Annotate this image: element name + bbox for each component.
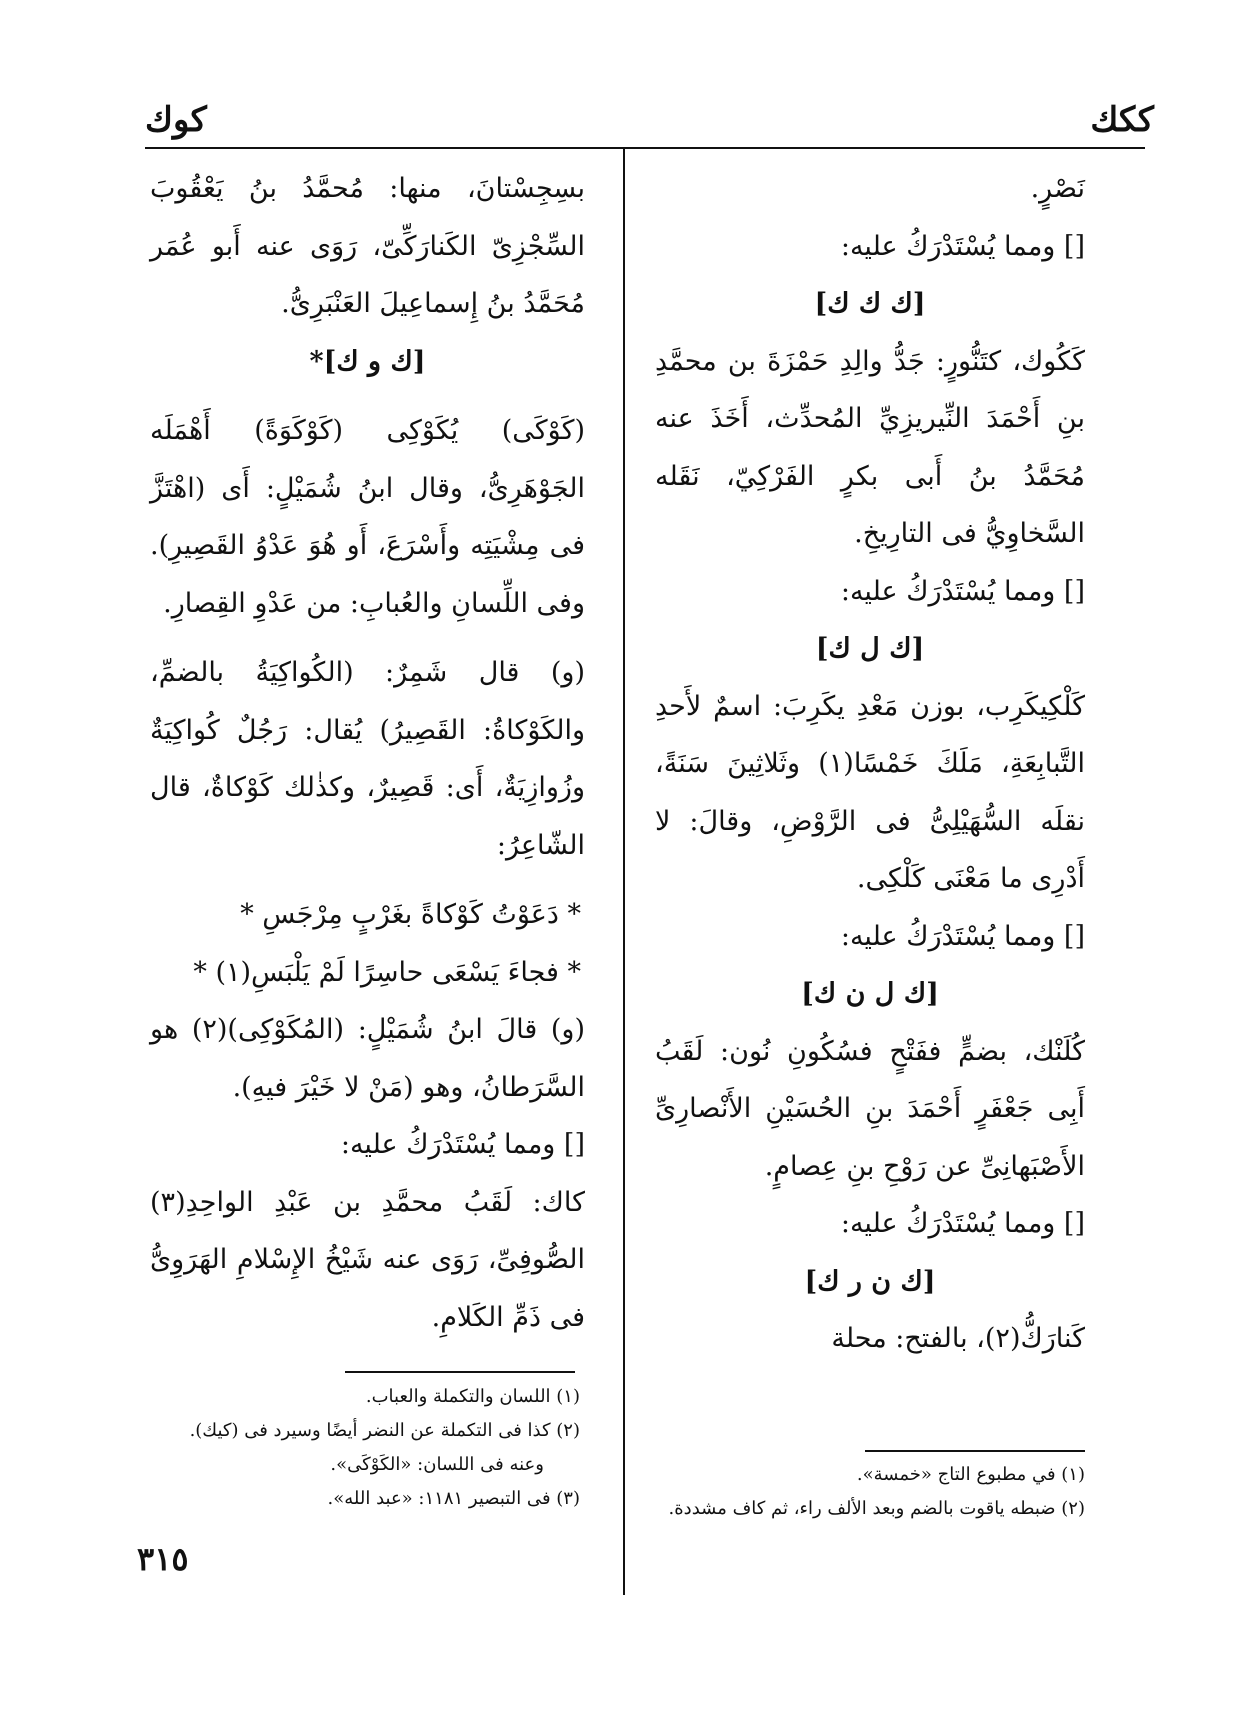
footnote-rule-left bbox=[345, 1371, 575, 1373]
paragraph: كاك: لَقَبُ محمَّدِ بن عَبْدِ الواحِدِ(٣) الصُّوفِىِّ، رَوَى عنه شَيْخُ الإِسْلامِ الهَرَوِىُّ فى ذَمِّ الكَلامِ. bbox=[150, 1186, 585, 1333]
entry-heading: [ك ن ر ك] bbox=[804, 1265, 936, 1297]
footnotes-left bbox=[150, 1380, 580, 1516]
footnote-continuation: وعنه فى اللسان: «الكَوْكَى». bbox=[330, 1454, 544, 1475]
entry-heading: [ك ل ن ك] bbox=[801, 978, 939, 1009]
page-number: ٣١٥ bbox=[137, 1540, 189, 1578]
paragraph: كَكُوك، كتَنُّورٍ: جَدُّ والِدِ حَمْزَةَ بن محمَّدِ بنِ أَحْمَدَ النِّيريزِيِّ المُحدِّث، أَخَذَ عنه مُحَمَّدُ بنُ أَبى بكرٍ الفَرْكِيّ، نَقَله السَّخاوِيُّ فى التارِيخِ. bbox=[655, 345, 1085, 549]
paragraph: (كَوْكَى) يُكَوْكِى (كَوْكَوَةً) أَهْمَلَه الجَوْهَرِىُّ، وقال ابنُ شُمَيْلٍ: أَى (اهْتَزَّ فى مِشْيَتِه وأَسْرَعَ، أَو هُوَ عَدْوُ القَصِيرِ). وفى اللِّسانِ والعُبابِ: من عَدْوِ القِصارِ. bbox=[150, 415, 585, 619]
footnote: (١) في مطبوع التاج «خمسة». bbox=[856, 1464, 1085, 1485]
addendum-line: [] ومما يُسْتَدْرَكُ عليه: bbox=[840, 575, 1085, 607]
footnote: (٢) كذا فى التكملة عن النضر أيضًا وسيرد فى (كيك). bbox=[189, 1420, 580, 1441]
entry-heading: [ك ك ك] bbox=[814, 288, 926, 319]
paragraph: بسِجِسْتانَ، منها: مُحمَّدُ بنُ يَعْقُوبَ السِّجْزِىّ الكَنارَكِّىّ، رَوَى عنه أَبو عُمَر مُحَمَّدُ بنُ إِسماعِيلَ العَنْبَرِىُّ. bbox=[150, 173, 585, 319]
footnote: (٢) ضبطه ياقوت بالضم وبعد الألف راء، ثم كاف مشددة. bbox=[668, 1498, 1085, 1519]
header-left-word: كوك bbox=[145, 100, 207, 140]
footnote: (١) اللسان والتكملة والعباب. bbox=[365, 1386, 580, 1407]
footnote-rule-right bbox=[865, 1450, 1085, 1452]
addendum-line: [] ومما يُسْتَدْرَكُ عليه: bbox=[340, 1129, 585, 1160]
addendum-line: [] ومما يُسْتَدْرَكُ عليه: bbox=[840, 920, 1085, 952]
paragraph: نَصْرٍ. bbox=[1030, 173, 1085, 204]
verse-line: * دَعَوْتُ كَوْكاةً بغَرْبٍ مِرْجَسِ * bbox=[240, 899, 581, 930]
right-column bbox=[655, 160, 1085, 1368]
entry-heading: [ك ل ك] bbox=[815, 633, 925, 664]
addendum-line: [] ومما يُسْتَدْرَكُ عليه: bbox=[840, 230, 1085, 262]
paragraph: كَلْكِيكَرِب، بوزن مَعْدِ يكَرِبَ: اسمٌ لأَحدِ التَّبابِعَةِ، مَلَكَ خَمْسًا(١) وثَلاثِينَ سَنَةً، نقلَه السُّهَيْلِىُّ فى الرَّوْضِ، وقالَ: لا أَدْرِى ما مَعْنَى كَلْكِى. bbox=[655, 690, 1085, 894]
paragraph: (و) قالَ ابنُ شُمَيْلٍ: (المُكَوْكِى)(٢) هو السَّرَطانُ، وهو (مَنْ لا خَيْرَ فيهِ). bbox=[150, 1014, 585, 1103]
addendum-line: [] ومما يُسْتَدْرَكُ عليه: bbox=[840, 1208, 1085, 1239]
paragraph: كَنارَكُّ(٢)، بالفتح: محلة bbox=[831, 1323, 1085, 1354]
footnote: (٣) فى التبصير ١١٨١: «عبد الله». bbox=[327, 1488, 580, 1509]
header-right-word: ككك bbox=[1090, 100, 1154, 140]
footnotes-right bbox=[655, 1458, 1085, 1526]
verse-line: * فجاءَ يَسْعَى حاسِرًا لَمْ يَلْبَسِ(١) * bbox=[193, 956, 581, 988]
paragraph: (و) قال شَمِرٌ: (الكُواكِيَةُ بالضمِّ، والكَوْكاةُ: القَصِيرُ) يُقال: رَجُلٌ كُواكِيَةٌ وزُوازِيَةٌ، أَى: قَصِيرٌ، وكذٰلك كَوْكاةٌ، قال الشّاعِرُ: bbox=[150, 657, 585, 861]
header-rule bbox=[145, 147, 1145, 149]
entry-heading: [ك و ك]* bbox=[309, 345, 426, 377]
left-column bbox=[150, 160, 585, 1346]
paragraph: كُلَنْك، بضمٍّ ففَتْحٍ فسُكُونِ نُون: لَقَبُ أَبِى جَعْفَرٍ أَحْمَدَ بنِ الحُسَيْنِ الأَنْصارِىِّ الأَصْبَهانِىِّ عن رَوْحِ بنِ عِصامٍ. bbox=[655, 1035, 1085, 1182]
column-divider bbox=[623, 149, 625, 1595]
